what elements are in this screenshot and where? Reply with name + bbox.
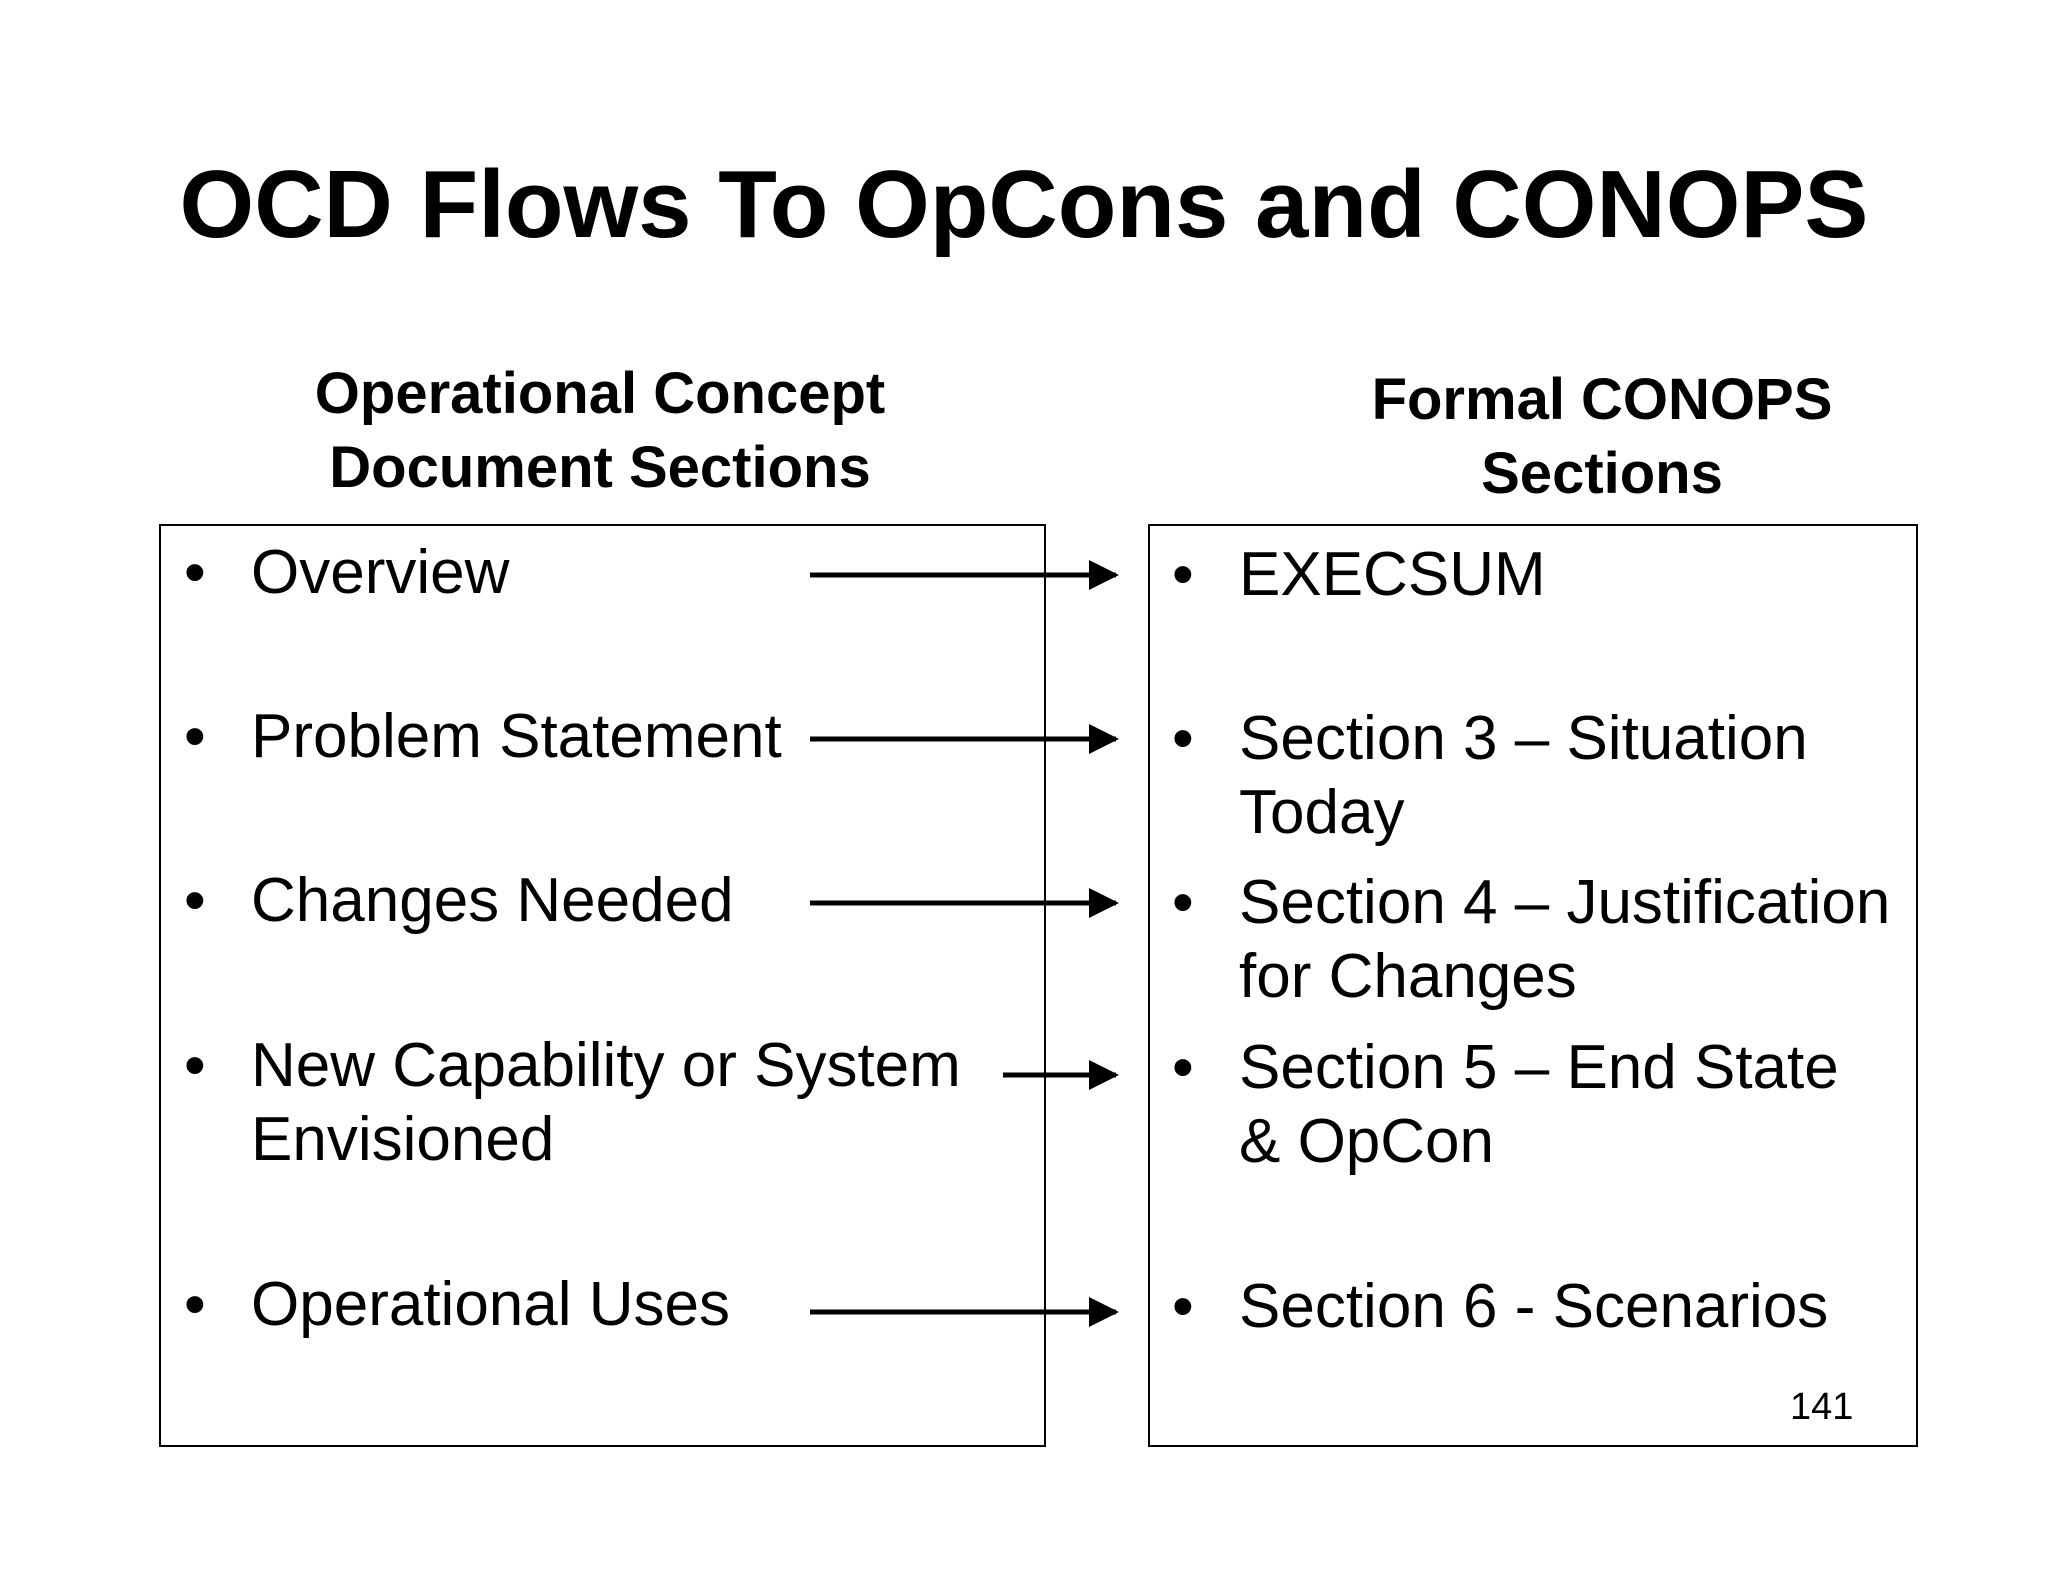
bullet-icon: •: [184, 702, 206, 771]
item-text: EXECSUM: [1239, 540, 1546, 609]
bullet-icon: •: [184, 538, 206, 607]
item-text: Section 4 – Justification: [1239, 868, 1891, 937]
bullet-icon: •: [1172, 1272, 1194, 1341]
item-text: for Changes: [1239, 942, 1577, 1011]
item-text: Envisioned: [251, 1105, 555, 1174]
item-text: & OpCon: [1239, 1107, 1495, 1176]
page-number: 141: [1790, 1386, 1854, 1428]
bullet-icon: •: [1172, 1033, 1194, 1102]
heading-line: Formal CONOPS: [1371, 367, 1833, 432]
heading-line: Document Sections: [329, 435, 871, 500]
bullet-icon: •: [1172, 540, 1194, 609]
item-text: Changes Needed: [251, 866, 734, 935]
bullet-icon: •: [184, 1270, 206, 1339]
item-text: Today: [1239, 778, 1405, 847]
heading-line: Sections: [1481, 441, 1723, 506]
item-text: Overview: [251, 538, 510, 607]
heading-line: Operational Concept: [314, 361, 886, 426]
item-text: Section 5 – End State: [1239, 1033, 1839, 1102]
bullet-icon: •: [1172, 704, 1194, 773]
bullet-icon: •: [1172, 868, 1194, 937]
bullet-icon: •: [184, 866, 206, 935]
item-text: Section 6 - Scenarios: [1239, 1272, 1829, 1341]
item-text: Operational Uses: [251, 1270, 731, 1339]
bullet-icon: •: [184, 1031, 206, 1100]
item-text: Problem Statement: [251, 702, 782, 771]
item-text: Section 3 – Situation: [1239, 704, 1808, 773]
slide-title: OCD Flows To OpCons and CONOPS: [179, 151, 1869, 258]
item-text: New Capability or System: [251, 1031, 961, 1100]
